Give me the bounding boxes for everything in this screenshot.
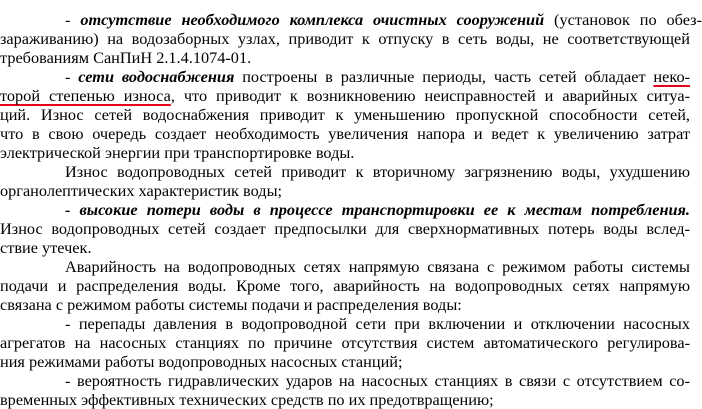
text-line [0, 67, 690, 86]
text-line: временных эффективных технических средств по их предотвращению; [0, 390, 494, 409]
text-line: зараживанию) на водозаборных узлах, приводит к отпуску в сеть воды, не соответствующей [0, 29, 690, 48]
text-fragment: построены в различные периоды, часть сетей обладает [234, 67, 654, 86]
text-line: ния режимами работы водопроводных насосных станций; [0, 352, 403, 371]
text-line: требованиям СанПиН 2.1.4.1074-01. [0, 48, 252, 67]
text-fragment: , что приводит к возникновению неисправностей и аварийных ситуа- [170, 86, 690, 105]
text-line: электрической энергии при транспортировке воды. [0, 143, 355, 162]
text-line: подачи и распределения воды. Кроме того, аварийность на водопроводных сетях напрямую [0, 276, 690, 295]
text-line: Аварийность на водопроводных сетях напрямую связана с режимом работы системы [65, 257, 690, 276]
text-line: что в свою очередь создает необходимость увеличения напора и ведет к увеличению затрат [0, 124, 690, 143]
text-line: ций. Износ сетей водоснабжения приводит к уменьшению пропускной способности сетей, [0, 105, 690, 124]
highlighted-text: торой степенью износа [0, 86, 171, 105]
text-line [0, 10, 702, 29]
text-line: связана с режимом работы системы подачи и распределения воды: [0, 295, 462, 314]
emphasized-text: отсутствие необходимого комплекса очистных сооружений [80, 10, 545, 29]
text-line: Износ водопроводных сетей приводит к вторичному загрязнению воды, ухудшению [65, 162, 690, 181]
text-line: агрегатов на насосных станциях по причине отсутствия систем автоматического регулирова- [0, 333, 690, 352]
emphasized-text: сети водоснабжения [78, 67, 235, 86]
text-line: Износ водопроводных сетей создает предпосылки для сверхнормативных потерь воды вслед- [0, 219, 690, 238]
text-line: - перепады давления в водопроводной сети при включении и отключении насосных [65, 314, 690, 333]
text-line: - вероятность гидравлических ударов на насосных станциях в связи с отсутствием со- [65, 371, 690, 390]
highlighted-text: неко- [653, 67, 691, 86]
bullet-dash: - [65, 67, 79, 86]
text-fragment: (установок по обез- [544, 10, 702, 29]
text-line: ствие утечек. [0, 238, 92, 257]
text-line: органолептических характеристик воды; [0, 181, 283, 200]
text-line [0, 86, 690, 105]
emphasized-line: - высокие потери воды в процессе транспортировки ее к местам потребления. [65, 200, 690, 219]
bullet-dash: - [65, 10, 81, 29]
